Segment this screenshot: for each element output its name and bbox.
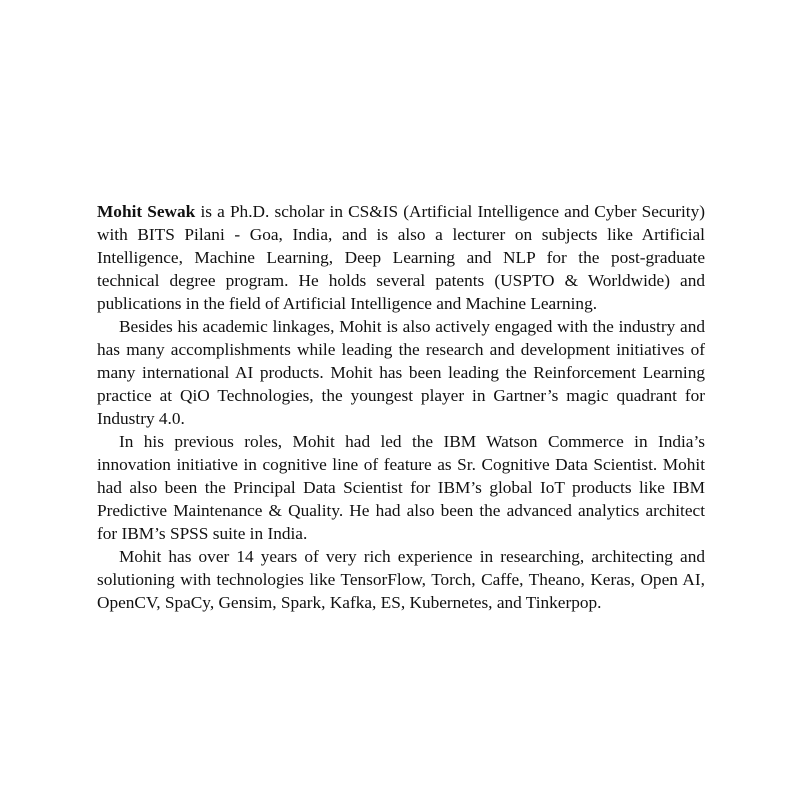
bio-paragraph-4: Mohit has over 14 years of very rich experience in researching, architecting and solutioning with technologies like TensorFlow, Torch, Caffe, Theano, Keras, Open AI, OpenCV, SpaCy, Gensim, Spark, Kafka, ES, Kubernetes, and Tinkerpop. [97, 547, 705, 612]
bio-paragraph-2: Besides his academic linkages, Mohit is also actively engaged with the industry and has many accomplishments while leading the research and development initiatives of many international AI products. Mohit has been leading the Reinforcement Learning practice at QiO Technologies, the youngest player in Gartner’s magic quadrant for Industry 4.0. [97, 317, 705, 428]
bio-paragraph-1-text: is a Ph.D. scholar in CS&IS (Artificial Intelligence and Cyber Security) with BITS Pilani - Goa, India, and is also a lecturer on subjects like Artificial Intelligence, Machine Learning, Deep Learning and NLP for the post-graduate technical degree program. He holds several patents (USPTO & Worldwide) and publications in the field of Artificial Intelligence and Machine Learning. [97, 202, 706, 313]
bio-paragraph-1 [97, 200, 705, 315]
bio-paragraph-3: In his previous roles, Mohit had led the IBM Watson Commerce in India’s innovation initiative in cognitive line of feature as Sr. Cognitive Data Scientist. Mohit had also been the Principal Data Scientist for IBM’s global IoT products like IBM Predictive Maintenance & Quality. He had also been the advanced analytics architect for IBM’s SPSS suite in India. [97, 432, 705, 543]
author-bio [97, 200, 705, 614]
author-name: Mohit Sewak [97, 202, 196, 221]
